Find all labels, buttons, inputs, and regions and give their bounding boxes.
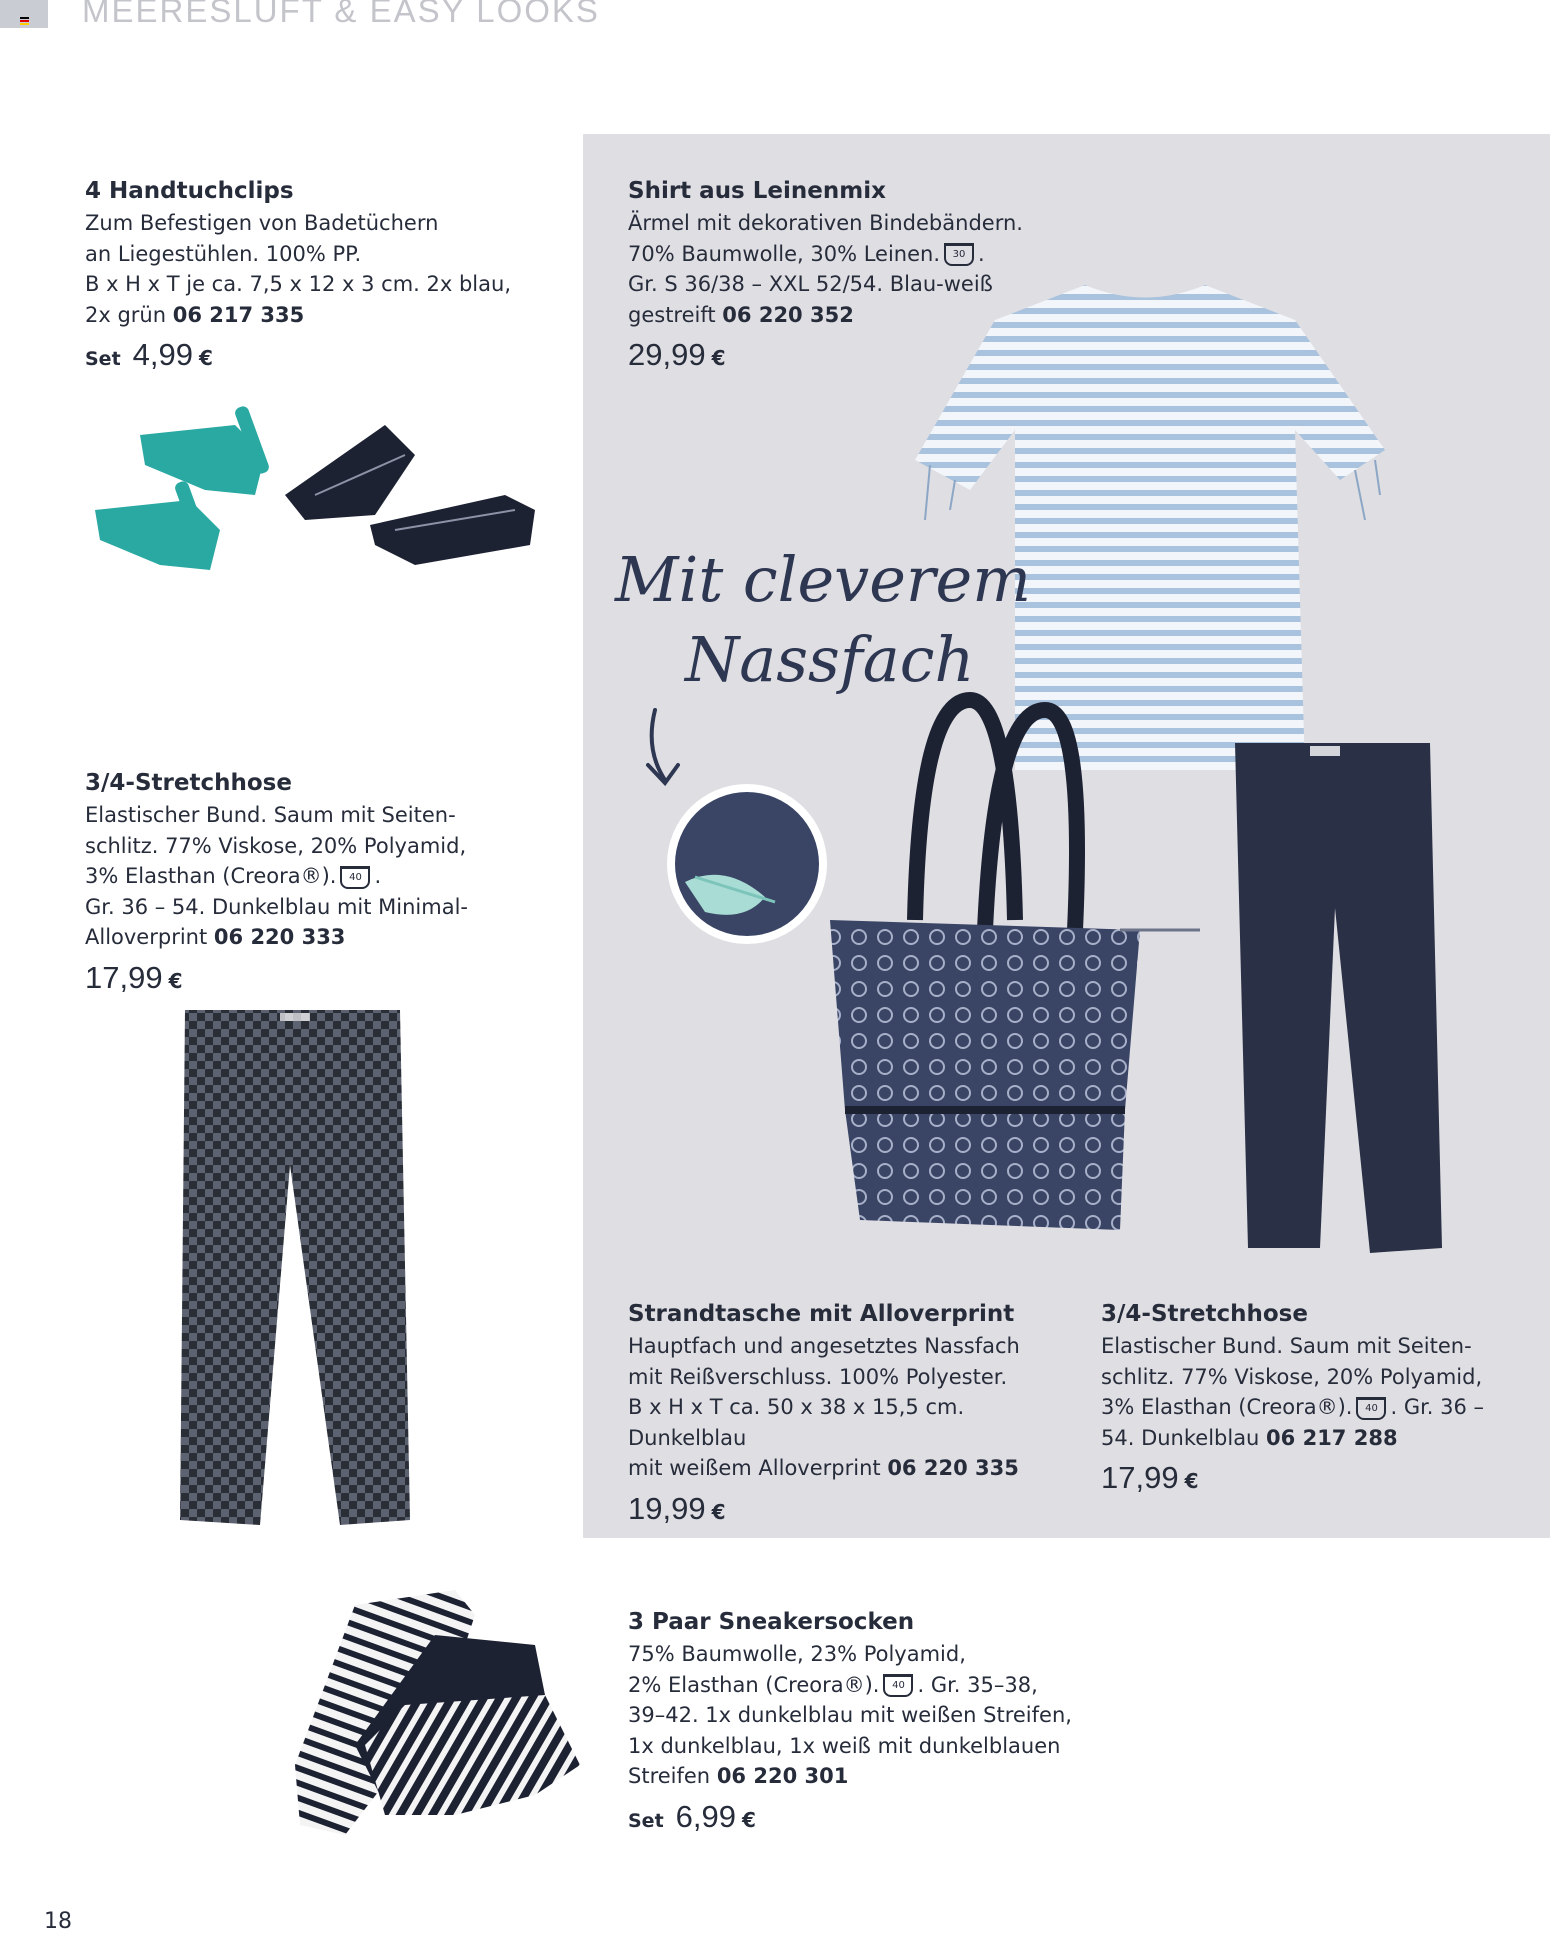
product-name: 4 Handtuchclips xyxy=(85,178,294,204)
article-number: 06 220 333 xyxy=(213,925,346,949)
flag-icon xyxy=(0,0,48,28)
article-number: 06 217 335 xyxy=(172,302,305,327)
product-name: Strandtasche mit Alloverprint xyxy=(628,1301,1015,1327)
handwritten-note-line1: Mit cleverem xyxy=(615,543,1032,616)
product-name: Shirt aus Leinenmix xyxy=(628,178,886,204)
arrow-down-icon xyxy=(640,705,685,790)
wash-40-icon: 40 xyxy=(340,866,370,889)
product-description: 75% Baumwolle, 23% Polyamid, 2% Elasthan (Creora®). 40 . Gr. 35–38, 39–42. 1x dunkelblau mit weißen Streifen, 1x dunkelblau, 1x weiß mit dunkelblauen Streifen 06 220 301 xyxy=(628,1642,1072,1788)
sneaker-socks-image xyxy=(295,1585,585,1845)
price: Set 4,99 € xyxy=(85,337,213,372)
checkered-capri-pants-image xyxy=(165,1005,415,1530)
price: 19,99 € xyxy=(628,1490,726,1526)
product-name: 3/4-Stretchhose xyxy=(85,770,292,796)
price: 29,99 € xyxy=(628,337,726,372)
page-number: 18 xyxy=(44,1909,72,1934)
dark-capri-pants-image xyxy=(1220,738,1445,1258)
product-description: Elastischer Bund. Saum mit Seiten- schlitz. 77% Viskose, 20% Polyamid, 3% Elasthan (Creora®). 40 . Gr. 36 – 54. Dunkelblau mit Minimal- Alloverprint 06 220 333 xyxy=(85,803,468,949)
product-description: Elastischer Bund. Saum mit Seiten- schlitz. 77% Viskose, 20% Polyamid, 3% Elasthan (Creora®). 40 . Gr. 36 – 54. Dunkelblau 06 217 288 xyxy=(1101,1334,1485,1450)
product-capri-pants-dark xyxy=(1101,1297,1521,1497)
product-description: Ärmel mit dekorativen Bindebändern. 70% Baumwolle, 30% Leinen. 30 . Gr. S 36/38 – XXL 52/54. Blau-weiß gestreift 06 220 352 xyxy=(628,211,1023,327)
product-capri-pants-print xyxy=(85,766,525,996)
product-clips xyxy=(85,174,525,375)
article-number: 06 220 301 xyxy=(716,1764,849,1788)
price: 17,99 € xyxy=(85,959,183,995)
article-number: 06 220 352 xyxy=(722,302,854,327)
product-name: 3/4-Stretchhose xyxy=(1101,1301,1308,1327)
wash-30-icon: 30 xyxy=(944,243,974,266)
price: 17,99 € xyxy=(1101,1460,1199,1495)
wash-40-icon: 40 xyxy=(883,1674,913,1697)
article-number: 06 217 288 xyxy=(1266,1425,1398,1450)
beach-bag-image xyxy=(820,690,1210,1250)
price: Set 6,99 € xyxy=(628,1798,756,1834)
product-sneaker-socks xyxy=(628,1605,1108,1836)
wet-compartment-detail-image xyxy=(665,782,830,947)
product-name: 3 Paar Sneakersocken xyxy=(628,1609,915,1635)
towel-clips-image xyxy=(85,395,545,595)
product-beach-bag xyxy=(628,1297,1088,1527)
handwritten-note-line2: Nassfach xyxy=(685,623,975,696)
product-description: Zum Befestigen von Badetüchern an Liegestühlen. 100% PP. B x H x T je ca. 7,5 x 12 x 3 cm. 2x blau, 2x grün 06 217 335 xyxy=(85,211,511,327)
wash-40-icon: 40 xyxy=(1356,1397,1386,1420)
article-number: 06 220 335 xyxy=(887,1456,1019,1480)
section-title: MEERESLUFT & EASY LOOKS xyxy=(82,0,600,29)
product-description: Hauptfach und angesetztes Nassfach mit Reißverschluss. 100% Polyester. B x H x T ca. 50 x 38 x 15,5 cm. Dunkelblau mit weißem Alloverprint 06 220 335 xyxy=(628,1334,1020,1480)
